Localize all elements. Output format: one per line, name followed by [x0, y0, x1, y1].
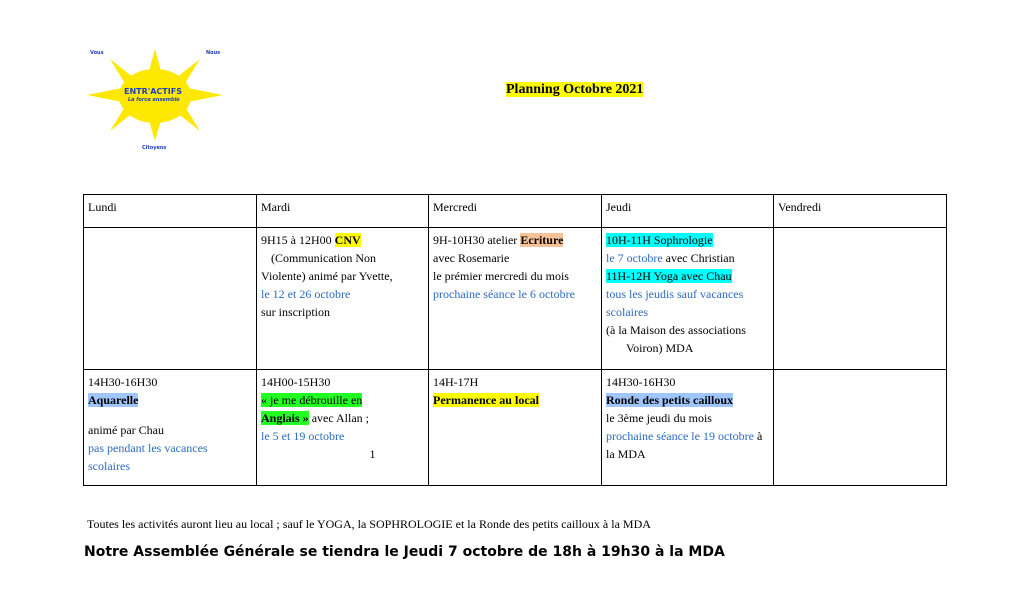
permanence-activity: Permanence au local: [433, 393, 539, 407]
anglais-activity-a: « je me débrouille en: [261, 393, 363, 407]
cell-jeudi-morning: [602, 228, 774, 370]
planning-table: [83, 194, 947, 486]
anglais-mark: 1: [369, 447, 376, 461]
cell-mercredi-afternoon: [429, 370, 602, 486]
cell-lundi-morning: [84, 228, 257, 370]
cnv-time: 9H15 à 12H00: [261, 233, 335, 247]
ecriture-line3: le prémier mercredi du mois: [433, 269, 569, 283]
page-title: [506, 82, 643, 98]
aquarelle-note: pas pendant les vacances scolaires: [88, 441, 208, 473]
cnv-line2: (Communication Non: [271, 251, 376, 265]
anglais-dates: le 5 et 19 octobre: [261, 429, 345, 443]
anglais-with: avec Allan ;: [308, 411, 369, 425]
cnv-dates: le 12 et 26 octobre: [261, 287, 351, 301]
header-mardi: Mardi: [257, 195, 429, 228]
cell-mercredi-morning: [429, 228, 602, 370]
yoga-activity: 11H-12H Yoga avec Chau: [606, 269, 732, 283]
cnv-activity: CNV: [334, 233, 361, 247]
cell-lundi-afternoon: [84, 370, 257, 486]
header-jeudi: Jeudi: [602, 195, 774, 228]
cnv-note: sur inscription: [261, 305, 330, 319]
logo-left-word: Vous: [90, 50, 104, 56]
aquarelle-activity: Aquarelle: [88, 393, 139, 407]
cell-mardi-morning: [257, 228, 429, 370]
table-row: [84, 228, 947, 370]
entractifs-logo: [84, 45, 226, 155]
cell-vendredi-afternoon: [774, 370, 947, 486]
assembly-announcement: Notre Assemblée Générale se tiendra le Jeudi 7 octobre de 18h à 19h30 à la MDA: [84, 544, 725, 560]
logo-bottom-word: Citoyens: [142, 145, 167, 151]
footnote: Toutes les activités auront lieu au local ; sauf le YOGA, la SOPHROLOGIE et la Ronde des petits cailloux à la MDA: [87, 517, 651, 531]
header-mercredi: Mercredi: [429, 195, 602, 228]
cell-jeudi-afternoon: [602, 370, 774, 486]
ronde-place: à la MDA: [606, 429, 763, 461]
aquarelle-time: 14H30-16H30: [88, 375, 158, 389]
cell-vendredi-morning: [774, 228, 947, 370]
header-vendredi: Vendredi: [774, 195, 947, 228]
sophrologie-with: avec Christian: [662, 251, 735, 265]
logo-name: ENTR'ACTIFS: [124, 87, 182, 96]
sophrologie-dates: le 7 octobre: [606, 251, 663, 265]
ecriture-line2: avec Rosemarie: [433, 251, 510, 265]
jeudi-place-line2: Voiron) MDA: [626, 341, 694, 355]
ronde-activity: Ronde des petits cailloux: [606, 393, 734, 407]
ecriture-activity: Ecriture: [520, 233, 564, 247]
ronde-next: prochaine séance le 19 octobre: [606, 429, 754, 443]
aquarelle-line2: animé par Chau: [88, 423, 164, 437]
logo-right-word: Nous: [206, 50, 221, 56]
ronde-time: 14H30-16H30: [606, 375, 676, 389]
jeudi-place-line1: (à la Maison des associations: [606, 323, 746, 337]
anglais-time: 14H00-15H30: [261, 375, 331, 389]
ronde-line2: le 3ème jeudi du mois: [606, 411, 712, 425]
logo-tagline: La force ensemble: [128, 97, 180, 103]
anglais-activity-b: Anglais »: [261, 411, 309, 425]
page-title-text: Planning Octobre 2021: [506, 82, 644, 97]
ecriture-time: 9H-10H30 atelier: [433, 233, 521, 247]
table-row: [84, 370, 947, 486]
header-lundi: Lundi: [84, 195, 257, 228]
cell-mardi-afternoon: [257, 370, 429, 486]
table-header-row: [84, 195, 947, 228]
cnv-line3: Violente) animé par Yvette,: [261, 269, 393, 283]
ecriture-next: prochaine séance le 6 octobre: [433, 287, 575, 301]
yoga-dates: tous les jeudis sauf vacances scolaires: [606, 287, 744, 319]
sophrologie-activity: 10H-11H Sophrologie: [606, 233, 713, 247]
permanence-time: 14H-17H: [433, 375, 479, 389]
